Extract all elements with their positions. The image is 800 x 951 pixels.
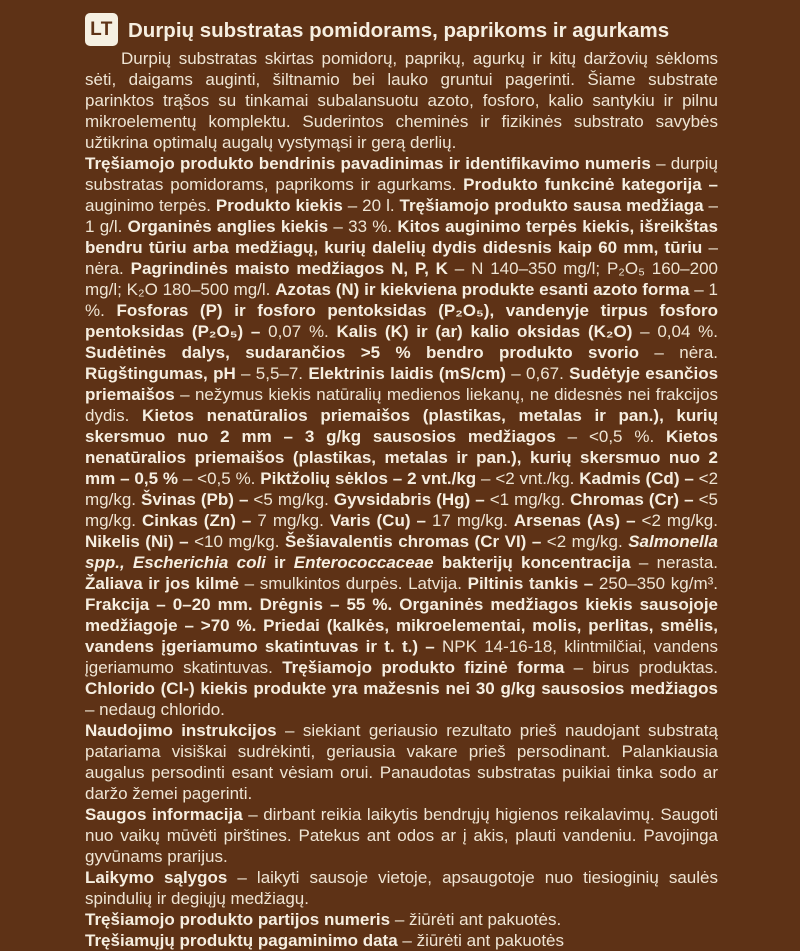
storage-conditions: Laikymo sąlygos – laikyti sausoje vietoje, apsaugotoje nuo tiesioginių saulės spindulių ir degiųjų medžiagų. xyxy=(85,868,718,908)
language-badge: LT xyxy=(85,13,118,46)
product-declaration: Tręšiamojo produkto bendrinis pavadinimas ir identifikavimo numeris – durpių substratas pomidorams, paprikoms ir agurkams. Produkto funkcinė kategorija – auginimo terpės. Produkto kiekis – 20 l. Tręšiamojo produkto sausa medžiaga – 1 g/l. Organinės anglies kiekis – 33 %. Kitos auginimo terpės kiekis, išreikštas bendru tūriu arba medžiagų, kurių dalelių dydis didesnis kaip 60 mm, tūriu – nėra. Pagrindinės maisto medžiagos N, P, K – N 140–350 mg/l; P₂O₅ 160–200 mg/l; K₂O 180–500 mg/l. Azotas (N) ir kiekviena produkte esanti azoto forma – 1 %. Fosforas (P) ir fosforo pentoksidas (P₂O₅), vandenyje tirpus fosforo pentoksidas (P₂O₅) – 0,07 %. Kalis (K) ir (ar) kalio oksidas (K₂O) – 0,04 %. Sudėtinės dalys, sudarančios >5 % bendro produkto svorio – nėra. Rūgštingumas, pH – 5,5–7. Elektrinis laidis (mS/cm) – 0,67. Sudėtyje esančios priemaišos – nežymus kiekis natūralių medienos liekanų, ne didesnės nei frakcijos dydis. Kietos nenatūralios priemaišos (plastikas, metalas ir pan.), kurių skersmuo nuo 2 mm – 3 g/kg sausosios medžiagos – <0,5 %. Kietos nenatūralios priemaišos (plastikas, metalas ir pan.), kurių skersmuo nuo 2 mm – 0,5 % – <0,5 %. Piktžolių sėklos – 2 vnt./kg – <2 vnt./kg. Kadmis (Cd) – <2 mg/kg. Švinas (Pb) – <5 mg/kg. Gyvsidabris (Hg) – <1 mg/kg. Chromas (Cr) – <5 mg/kg. Cinkas (Zn) – 7 mg/kg. Varis (Cu) – 17 mg/kg. Arsenas (As) – <2 mg/kg. Nikelis (Ni) – <10 mg/kg. Šešiavalentis chromas (Cr VI) – <2 mg/kg. Salmonella spp., Escherichia coli ir Enterococcaceae bakterijų koncentracija – nerasta. Žaliava ir jos kilmė – smulkintos durpės. Latvija. Piltinis tankis – 250–350 kg/m³. Frakcija – 0–20 mm. Drėgnis – 55 %. Organinės medžiagos kiekis sausojoje medžiagoje – >70 %. Priedai (kalkės, mikroelementai, molis, perlitas, smėlis, vandens įgeriamumo skatintuvas ir t. t.) – NPK 14-16-18, klintmilčiai, vandens įgeriamumo skatintuvas. Tręšiamojo produkto fizinė forma – birus produktas. Chlorido (Cl-) kiekis produkte yra mažesnis nei 30 g/kg sausosios medžiagos – nedaug chlorido. xyxy=(85,154,719,719)
usage-instructions: Naudojimo instrukcijos – siekiant geriausio rezultato prieš naudojant substratą patariama visiškai sudrėkinti, geriausia vakare prieš persodinant. Palankiausia augalus persodinti esant vėsiam orui. Panaudotas substratas puikiai tinka sodo ar daržo žemei pagerinti. xyxy=(85,721,718,803)
title-row xyxy=(85,13,718,46)
production-date: Tręšiamųjų produktų pagaminimo data – žiūrėti ant pakuotės xyxy=(85,931,564,950)
page-title: Durpių substratas pomidorams, paprikoms ir agurkams xyxy=(128,19,670,42)
intro-paragraph: Durpių substratas skirtas pomidorų, paprikų, agurkų ir kitų daržovių sėkloms sėti, daigams auginti, šiltnamio bei lauko gruntui pagerinti. Šiame substrate parinktos trąšos su tinkamai subalansuotu azoto, fosforo, kalio santykiu ir pilnu mikroelementų komplektu. Suderintos cheminės ir fizikinės substrato savybės užtikrina optimalų augalų vystymąsi ir gerą derlių. xyxy=(85,49,718,152)
batch-number: Tręšiamojo produkto partijos numeris – žiūrėti ant pakuotės. xyxy=(85,910,562,929)
safety-information: Saugos informacija – dirbant reikia laikytis bendrųjų higienos reikalavimų. Saugoti nuo vaikų mūvėti pirštines. Patekus ant odos ar į akis, plauti vandeniu. Pavojinga gyvūnams prarijus. xyxy=(85,805,718,866)
label-root xyxy=(85,13,718,951)
